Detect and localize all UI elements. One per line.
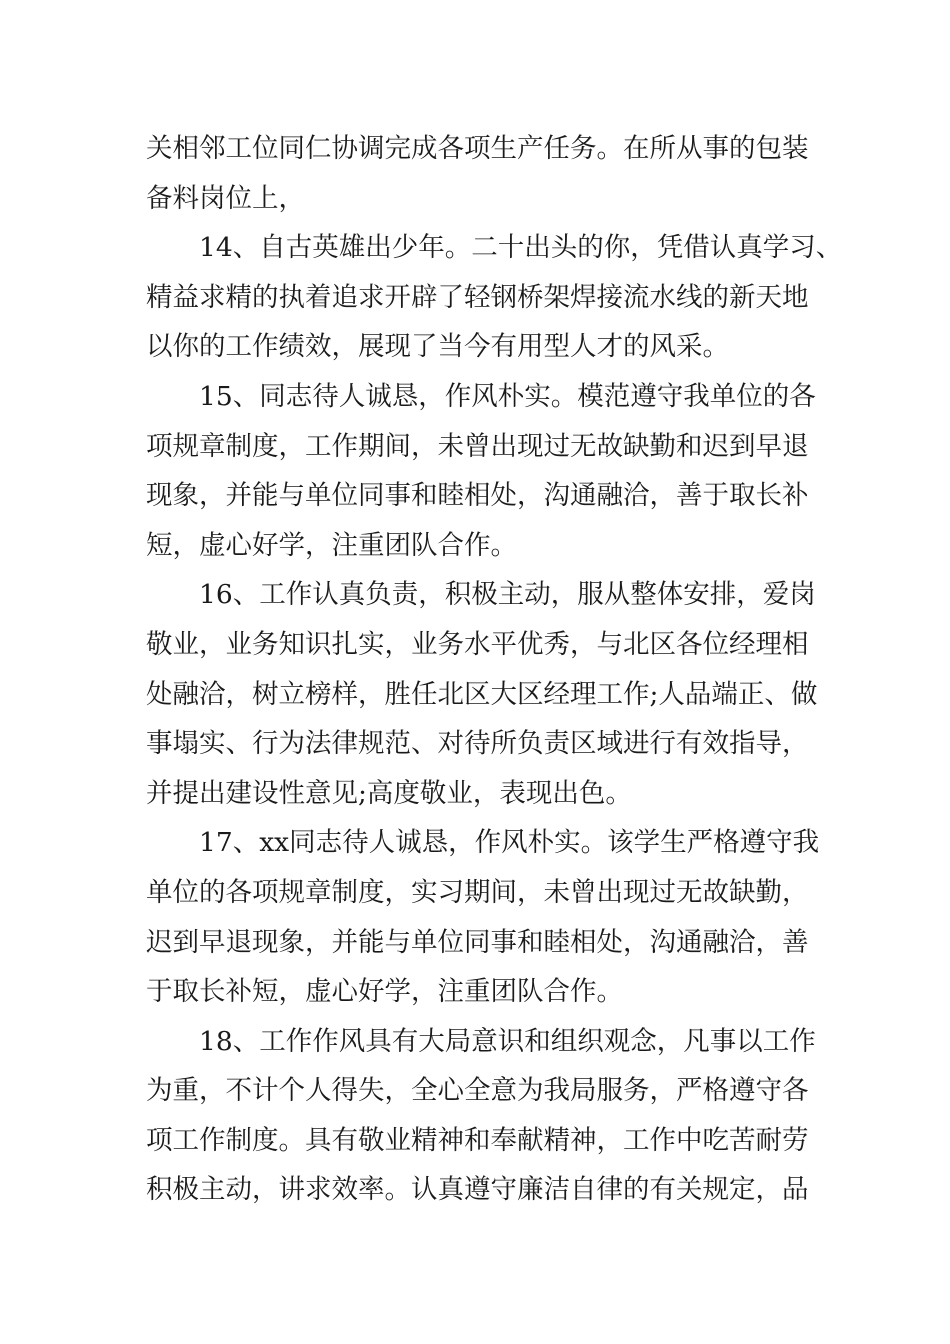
text-line: 事塌实、行为法律规范、对待所负责区域进行有效指导， [146, 728, 809, 760]
paragraph-15-line: 15、同志待人诚恳，作风朴实。模范遵守我单位的各 [199, 380, 816, 412]
text-line: 单位的各项规章制度，实习期间，未曾出现过无故缺勤， [146, 876, 809, 908]
text-line: 项工作制度。具有敬业精神和奉献精神，工作中吃苦耐劳 [146, 1124, 809, 1156]
text-line: 关相邻工位同仁协调完成各项生产任务。在所从事的包装 [146, 133, 809, 164]
text-line: 为重，不计个人得失，全心全意为我局服务，严格遵守各 [146, 1075, 809, 1107]
text-line: 积极主动，讲求效率。认真遵守廉洁自律的有关规定，品 [146, 1174, 809, 1206]
text-line: 处融洽，树立榜样，胜任北区大区经理工作;人品端正、做 [146, 678, 818, 710]
text-line: 精益求精的执着追求开辟了轻钢桥架焊接流水线的新天地 [146, 281, 809, 313]
text-line: 短，虚心好学，注重团队合作。 [146, 529, 517, 561]
text-line: 项规章制度，工作期间，未曾出现过无故缺勤和迟到早退 [146, 430, 809, 462]
paragraph-18-line: 18、工作作风具有大局意识和组织观念，凡事以工作 [199, 1025, 816, 1057]
paragraph-16-line: 16、工作认真负责，积极主动，服从整体安排，爱岗 [199, 579, 816, 611]
text-line: 迟到早退现象，并能与单位同事和睦相处，沟通融洽，善 [146, 926, 809, 958]
text-line: 于取长补短，虚心好学，注重团队合作。 [146, 976, 623, 1008]
text-line: 敬业，业务知识扎实，业务水平优秀，与北区各位经理相 [146, 628, 809, 660]
paragraph-17-line: 17、xx同志待人诚恳，作风朴实。该学生严格遵守我 [199, 827, 820, 859]
text-line: 以你的工作绩效，展现了当今有用型人才的风采。 [146, 331, 729, 363]
text-line: 现象，并能与单位同事和睦相处，沟通融洽，善于取长补 [146, 480, 809, 512]
paragraph-14-line: 14、自古英雄出少年。二十出头的你，凭借认真学习、 [199, 232, 843, 264]
document-body [146, 124, 843, 1215]
text-line: 备料岗位上， [146, 182, 305, 214]
text-line: 并提出建设性意见;高度敬业，表现出色。 [146, 777, 632, 809]
